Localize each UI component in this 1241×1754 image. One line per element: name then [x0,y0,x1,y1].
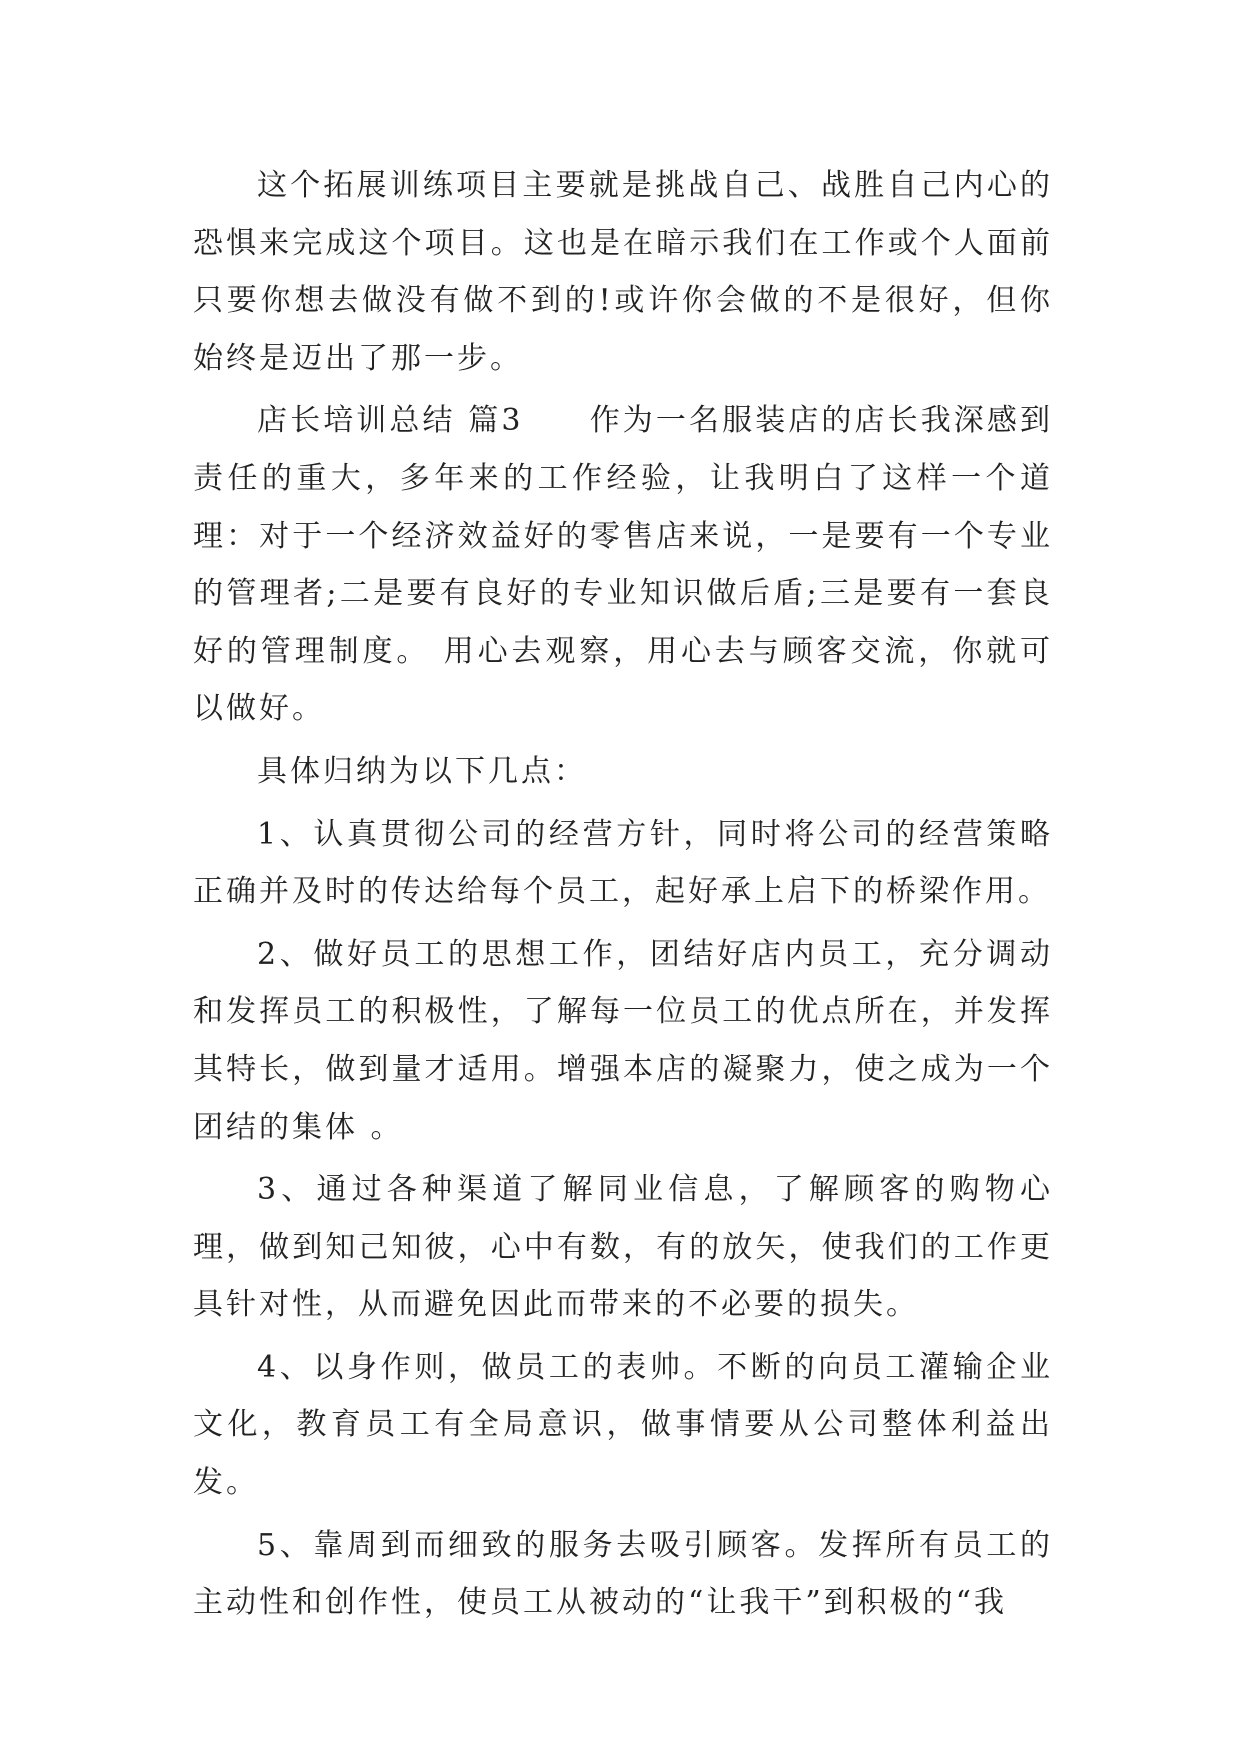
paragraph-point-5: 5、靠周到而细致的服务去吸引顾客。发挥所有员工的主动性和创作性，使员工从被动的“让我干”到积极的“我 [193,1527,1053,1621]
paragraph-challenge: 这个拓展训练项目主要就是挑战自己、战胜自己内心的恐惧来完成这个项目。这也是在暗示我们在工作或个人面前只要你想去做没有做不到的!或许你会做的不是很好，但你始终是迈出了那一步。 [193,168,1053,376]
paragraph-summary-heading: 具体归纳为以下几点： [257,753,587,789]
paragraph-point-1: 1、认真贯彻公司的经营方针，同时将公司的经营策略正确并及时的传达给每个员工，起好承上启下的桥梁作用。 [193,816,1053,910]
paragraph-section-3-intro: 店长培训总结 篇3 作为一名服装店的店长我深感到责任的重大，多年来的工作经验，让我明白了这样一个道理：对于一个经济效益好的零售店来说，一是要有一个专业的管理者;二是要有良好的专业知识做后盾;三是要有一套良好的管理制度。 用心去观察，用心去与顾客交流，你就可以做好。 [193,403,1053,727]
document-body [193,157,1053,1637]
paragraph-point-3: 3、通过各种渠道了解同业信息，了解顾客的购物心理，做到知己知彼，心中有数，有的放矢，使我们的工作更具针对性，从而避免因此而带来的不必要的损失。 [193,1172,1053,1323]
paragraph-point-2: 2、做好员工的思想工作，团结好店内员工，充分调动和发挥员工的积极性，了解每一位员工的优点所在，并发挥其特长，做到量才适用。增强本店的凝聚力，使之成为一个团结的集体 。 [193,936,1053,1145]
paragraph-point-4: 4、以身作则，做员工的表帅。不断的向员工灌输企业文化，教育员工有全局意识，做事情要从公司整体利益出发。 [193,1349,1053,1501]
